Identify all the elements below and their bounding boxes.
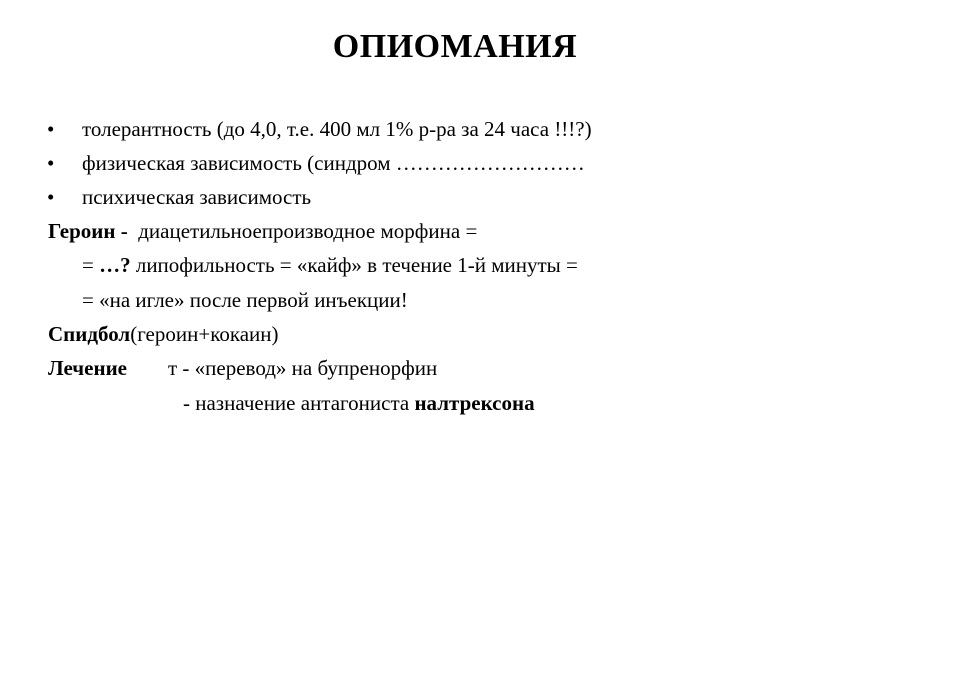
heroin-line-2-start: = <box>82 253 100 277</box>
heroin-line <box>48 219 477 244</box>
bullet-marker: • <box>47 185 55 209</box>
heroin-line-2 <box>82 253 578 278</box>
page-title: ОПИОМАНИЯ <box>332 28 578 65</box>
heroin-lipophilicity: липофильность = «кайф» в течение 1-й минуты = <box>130 253 578 277</box>
naltrexone-name: налтрексона <box>414 391 535 415</box>
treatment-item-buprenorphine: т - «перевод» на бупренорфин <box>168 356 438 380</box>
treatment-item-naltrexone-text: - назначение антагониста <box>183 391 415 415</box>
bullet-marker: • <box>47 151 55 175</box>
heroin-description: диацетильноепроизводное морфина = <box>138 219 478 243</box>
bullet-item-tolerance: толерантность (до 4,0, т.е. 400 мл 1% р-ра за 24 часа !!!?) <box>82 117 592 141</box>
speedball-line <box>48 322 279 347</box>
bullet-item-psychic-dependence: психическая зависимость <box>82 185 312 209</box>
speedball-description: (героин+кокаин) <box>130 322 279 346</box>
heroin-label: Героин - <box>48 219 128 243</box>
bullet-marker: • <box>47 117 55 141</box>
heroin-question: …? <box>99 253 131 277</box>
treatment-label-text: Лечение <box>48 356 127 380</box>
bullet-item-physical-dependence: физическая зависимость (синдром ……………………… <box>82 151 585 175</box>
heroin-line-3: = «на игле» после первой инъекции! <box>82 288 408 312</box>
treatment-item-naltrexone <box>183 391 535 416</box>
speedball-label: Спидбол <box>48 322 131 346</box>
treatment-label <box>48 356 127 381</box>
